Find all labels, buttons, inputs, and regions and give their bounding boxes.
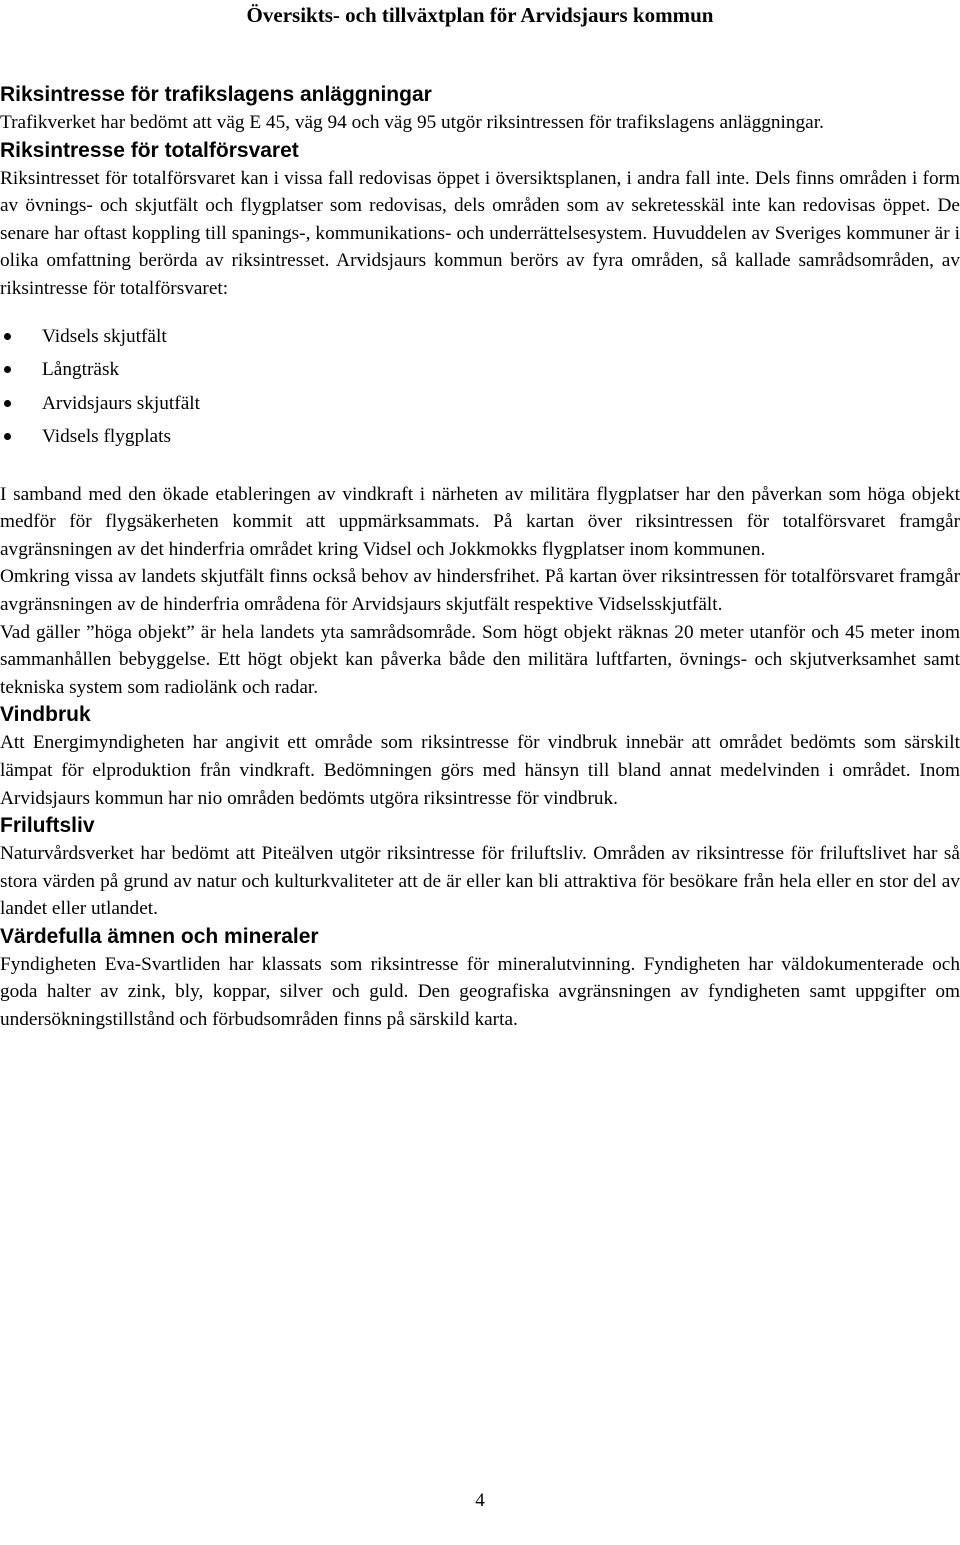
bullet-icon — [4, 400, 11, 407]
heading-totalforsvaret: Riksintresse för totalförsvaret — [0, 138, 299, 162]
list-item-text: Vidsels skjutfält — [42, 325, 167, 347]
list-item-text: Arvidsjaurs skjutfält — [42, 392, 200, 414]
paragraph-totalforsvar-intro: Riksintresset för totalförsvaret kan i vissa fall redovisas öppet i översiktsplanen, i andra fall inte. Dels finns områden i form av övnings- och skjutfält och flygplatser som redovisas, dels områden som av sekretesskäl inte kan redovisas öppet. De senare har oftast koppling till spanings-, kommunikations- och underrättelsesystem. Huvuddelen av Sveriges kommuner är i olika omfattning berörda av riksintresset. Arvidsjaurs kommun berörs av fyra områden, så kallade samrådsområden, av riksintresse för totalförsvaret: — [0, 167, 960, 299]
paragraph-vindbruk: Att Energimyndigheten har angivit ett område som riksintresse för vindbruk innebär att området bedömts som särskilt lämpat för elproduktion från vindkraft. Bedömningen görs med hänsyn till bland annat medelvinden i området. Inom Arvidsjaurs kommun har nio områden bedömts utgöra riksintresse för vindbruk. — [0, 732, 960, 809]
heading-vindbruk: Vindbruk — [0, 703, 91, 727]
list-item — [0, 320, 960, 354]
bullet-icon — [4, 433, 11, 440]
paragraph-friluftsliv: Naturvårdsverket har bedömt att Piteälven utgör riksintresse för friluftsliv. Områden av riksintresse för friluftslivet har så stora värden på grund av natur och kulturkvaliteter att de är eller kan bli attraktiva för besökare från hela eller en stor del av landet eller utlandet. — [0, 843, 960, 920]
paragraph-hoga-objekt: Vad gäller ”höga objekt” är hela landets yta samrådsområde. Som högt objekt räknas 20 meter utanför och 45 meter inom sammanhållen bebyggelse. Ett högt objekt kan påverka både den militära luftfarten, övnings- och skjutverksamhet samt tekniska system som radiolänk och radar. — [0, 621, 960, 698]
list-item — [0, 353, 960, 387]
list-item — [0, 387, 960, 421]
list-item-text: Vidsels flygplats — [42, 426, 171, 448]
list-item — [0, 420, 960, 454]
samradsomraden-list — [0, 320, 960, 454]
heading-trafikslagens-anlaggningar: Riksintresse för trafikslagens anläggningar — [0, 83, 432, 106]
heading-vardefulla-amnen: Värdefulla ämnen och mineraler — [0, 924, 319, 948]
document-body — [0, 81, 960, 1034]
paragraph-mineraler: Fyndigheten Eva-Svartliden har klassats som riksintresse för mineralutvinning. Fyndigheten har väldokumenterade och goda halter av zink, bly, koppar, silver och guld. Den geografiska avgränsningen av fyndigheten samt uppgifter om undersökningstillstånd och förbudsområden finns på särskild karta. — [0, 953, 960, 1031]
heading-friluftsliv: Friluftsliv — [0, 814, 95, 838]
list-item-text: Långträsk — [42, 359, 120, 381]
page-header-title: Översikts- och tillväxtplan för Arvidsjaurs kommun — [246, 3, 714, 27]
bullet-icon — [4, 333, 11, 340]
paragraph-skjutfalt-hindersfrihet: Omkring vissa av landets skjutfält finns också behov av hindersfrihet. På kartan över riksintressen för totalförsvaret framgår avgränsningen av de hinderfria områdena för Arvidsjaurs skjutfält respektive Vidselsskjutfält. — [0, 566, 960, 615]
bullet-icon — [4, 366, 11, 373]
page-number: 4 — [475, 1490, 485, 1511]
paragraph-vindkraft-flygplatser: I samband med den ökade etableringen av vindkraft i närheten av militära flygplatser har den påverkan som höga objekt medför för flygsäkerheten kommit att uppmärksammats. På kartan över riksintressen för totalförsvaret framgår avgränsningen av det hinderfria området kring Vidsel och Jokkmokks flygplatser inom kommunen. — [0, 483, 960, 560]
paragraph-trafik: Trafikverket har bedömt att väg E 45, väg 94 och väg 95 utgör riksintressen för trafikslagens anläggningar. — [0, 112, 824, 133]
